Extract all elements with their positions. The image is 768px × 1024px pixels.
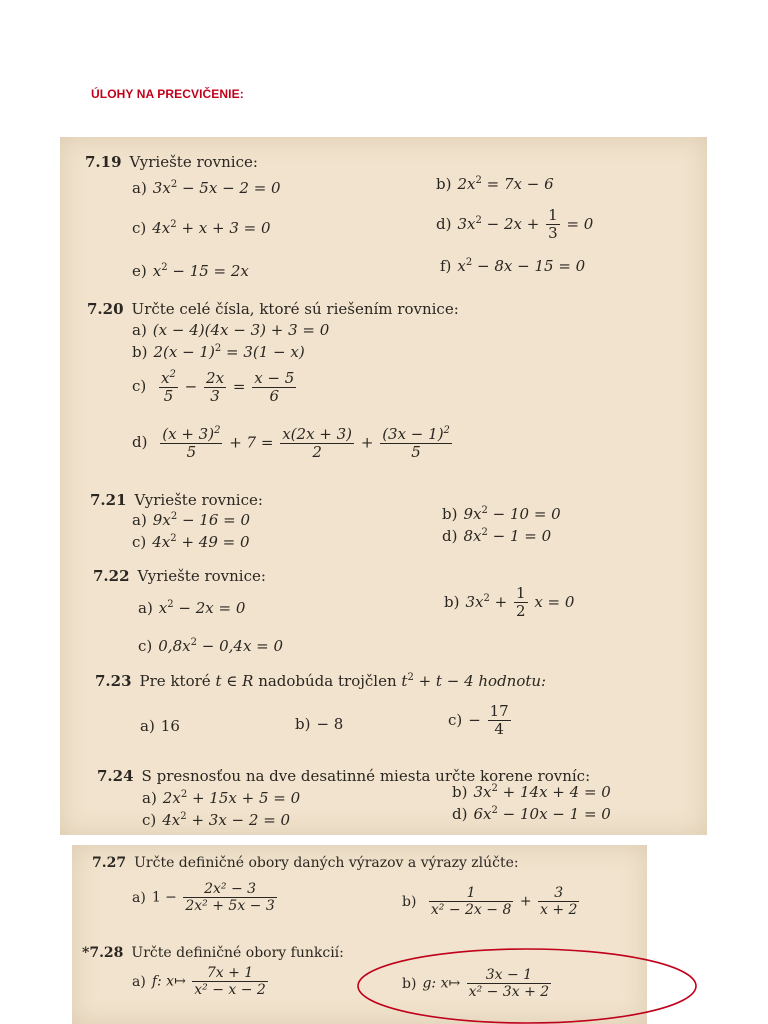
problem-7-20-a: a) (x − 4)(4x − 3) + 3 = 0 — [132, 321, 330, 339]
problem-7-24-c: c) $4x^2 + 3x - 2 = 0$ — [142, 811, 291, 829]
problem-7-19-a: a) $3x^2 - 5x - 2 = 0$ — [132, 179, 281, 197]
problem-number: *7.28 — [82, 945, 124, 961]
problem-7-21-a: a) $9x^2 - 16 = 0$ — [132, 511, 251, 529]
fraction: $\frac{3x - 1}{\text{x² − 3x + 2}}$ — [468, 967, 550, 1001]
problem-7-23-c: c) − $\frac{17}{4}$ — [448, 702, 509, 739]
textbook-scan-2 — [72, 845, 647, 1024]
problem-number: 7.27 — [92, 855, 127, 871]
problem-7-21-title — [90, 491, 263, 509]
page-heading: ÚLOHY NA PRECVIČENIE: — [91, 87, 244, 101]
fraction: $\frac{\text{2x² − 3}}{\text{2x² + 5x − 3}}$ — [185, 881, 275, 915]
problem-7-19-title — [85, 153, 258, 171]
problem-7-19-f: f) $x^2 - 8x - 15 = 0$ — [440, 257, 586, 275]
problem-number: 7.20 — [87, 300, 124, 318]
problem-7-21-b: b) $9x^2 - 10 = 0$ — [442, 505, 561, 523]
problem-number: 7.21 — [90, 491, 127, 509]
problem-7-23-a: a) 16 — [140, 717, 180, 735]
problem-7-20-b: b) $2(x - 1)^2 = 3(1 - x)$ — [132, 343, 305, 361]
fraction: $\frac{x^2}{5}$ — [161, 369, 176, 406]
problem-7-20-c: c) $\frac{x^2}{5}$ − $\frac{2x}{3}$ = $\frac{x - 5}{6}$ — [132, 368, 295, 406]
problem-7-28-b: b) g: x↦ $\frac{3x - 1}{\text{x² − 3x + 2}}$ — [402, 967, 550, 1001]
problem-7-20-d: d) $\frac{(x + 3)^2}{5}$ + 7 = $\frac{x(2x + 3)}{2}$ + $\frac{(3x - 1)^2}{5}$ — [132, 424, 450, 462]
fraction: $\frac{x - 5}{6}$ — [254, 368, 295, 405]
problem-title-text: Určte definičné obory funkcií: — [131, 945, 344, 961]
problem-number: 7.19 — [85, 153, 122, 171]
problem-7-22-b: b) $3x^2$ + $\frac{1}{2}$ x = 0 — [444, 584, 575, 621]
problem-7-27-a: a) 1 − $\frac{\text{2x² − 3}}{\text{2x² + 5x − 3}}$ — [132, 881, 275, 915]
problem-title-text: Vyriešte rovnice: — [134, 491, 263, 509]
problem-7-19-b: b) $2x^2 = 7x - 6$ — [436, 175, 554, 193]
problem-7-22-c: c) $0,8x^2 - 0,4x = 0$ — [138, 637, 284, 655]
problem-7-27-title — [92, 855, 519, 871]
fraction: $\frac{x(2x + 3)}{2}$ — [282, 424, 353, 461]
problem-title-text: Určte definičné obory daných výrazov a výrazy zlúčte: — [134, 855, 519, 871]
problem-7-21-d: d) $8x^2 - 1 = 0$ — [442, 527, 552, 545]
problem-7-28-title — [82, 945, 344, 961]
fraction: $\frac{3}{x + 2}$ — [540, 885, 578, 919]
problem-title-text: Vyriešte rovnice: — [137, 567, 266, 585]
fraction: $\frac{7x + 1}{\text{x² − x − 2}}$ — [194, 965, 266, 999]
problem-7-19-c: c) $4x^2 + x + 3 = 0$ — [132, 219, 271, 237]
problem-number: 7.22 — [93, 567, 130, 585]
fraction: $\frac{1}{3}$ — [548, 206, 558, 243]
problem-title-text: Vyriešte rovnice: — [129, 153, 258, 171]
problem-7-20-title — [87, 300, 459, 318]
problem-7-19-d: d) $3x^2 - 2x$ + $\frac{1}{3}$ = 0 — [436, 206, 594, 243]
problem-7-22-title — [93, 567, 266, 585]
problem-7-23-title: 7.23 Pre ktoré t ∈ R nadobúda trojčlen $t^2 + t - 4$ hodnotu: — [95, 672, 547, 690]
fraction: $\frac{(3x - 1)^2}{5}$ — [382, 425, 450, 462]
problem-7-19-e: e) $x^2 - 15 = 2x$ — [132, 262, 249, 280]
fraction: $\frac{1}{2}$ — [516, 584, 526, 621]
fraction: $\frac{(x + 3)^2}{5}$ — [162, 425, 221, 462]
problem-7-22-a: a) $x^2 - 2x = 0$ — [138, 599, 246, 617]
problem-7-23-b: b) − 8 — [295, 715, 344, 733]
fraction: $\frac{1}{\text{x² − 2x − 8}}$ — [430, 885, 512, 919]
problem-7-24-a: a) $2x^2 + 15x + 5 = 0$ — [142, 789, 301, 807]
problem-7-27-b: b) $\frac{1}{\text{x² − 2x − 8}}$ + $\frac{3}{x + 2}$ — [402, 885, 578, 919]
problem-7-28-a: a) f: x↦ $\frac{7x + 1}{\text{x² − x − 2}}$ — [132, 965, 266, 999]
problem-number: 7.23 — [95, 672, 132, 690]
fraction: $\frac{17}{4}$ — [489, 702, 509, 739]
textbook-scan-1 — [60, 137, 707, 835]
problem-7-21-c: c) $4x^2 + 49 = 0$ — [132, 533, 250, 551]
problem-title-text: S presnosťou na dve desatinné miesta určte korene rovníc: — [141, 767, 591, 785]
fraction: $\frac{2x}{3}$ — [206, 368, 225, 405]
problem-7-24-b: b) $3x^2 + 14x + 4 = 0$ — [452, 783, 611, 801]
problem-title-text: Určte celé čísla, ktoré sú riešením rovnice: — [131, 300, 459, 318]
problem-number: 7.24 — [97, 767, 134, 785]
problem-7-24-d: d) $6x^2 - 10x - 1 = 0$ — [452, 805, 611, 823]
